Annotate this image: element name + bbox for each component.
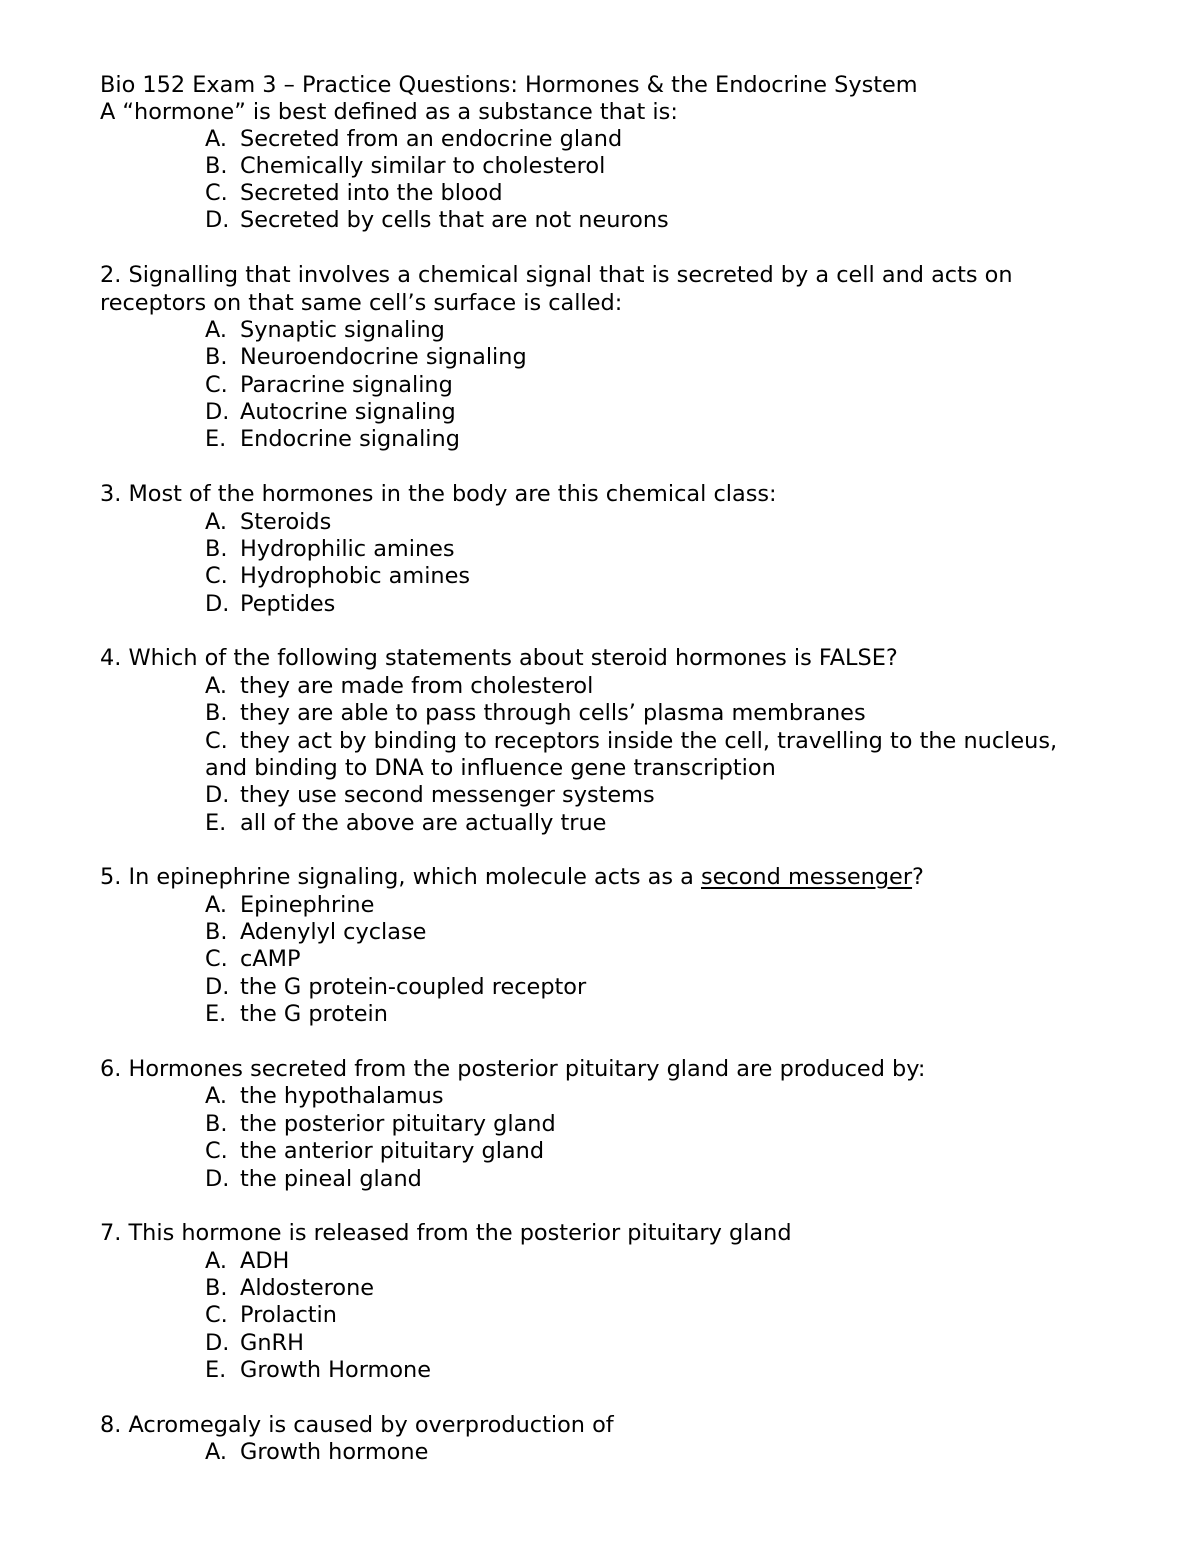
question-5-option-a: A. Epinephrine <box>205 892 375 918</box>
question-2-prompt-line-1: 2. Signalling that involves a chemical signal that is secreted by a cell and acts on <box>100 262 1013 288</box>
question-6-option-b: B. the posterior pituitary gland <box>205 1111 556 1137</box>
question-1-option-b: B. Chemically similar to cholesterol <box>205 153 606 179</box>
question-4-option-b: B. they are able to pass through cells’ plasma membranes <box>205 700 866 726</box>
question-4-option-a: A. they are made from cholesterol <box>205 673 594 699</box>
question-4-option-d: D. they use second messenger systems <box>205 782 655 808</box>
question-4-option-c: C. they act by binding to receptors inside the cell, travelling to the nucleus, <box>205 728 1058 754</box>
question-7-option-e: E. Growth Hormone <box>205 1357 431 1383</box>
question-2-option-a: A. Synaptic signaling <box>205 317 445 343</box>
question-6-option-d: D. the pineal gland <box>205 1166 422 1192</box>
question-6-option-a: A. the hypothalamus <box>205 1083 444 1109</box>
document-title: Bio 152 Exam 3 – Practice Questions: Hormones & the Endocrine System <box>100 72 918 98</box>
question-6-prompt: 6. Hormones secreted from the posterior pituitary gland are produced by: <box>100 1056 926 1082</box>
question-4-option-e: E. all of the above are actually true <box>205 810 607 836</box>
question-5-option-e: E. the G protein <box>205 1001 388 1027</box>
question-3-option-b: B. Hydrophilic amines <box>205 536 455 562</box>
question-5-option-b: B. Adenylyl cyclase <box>205 919 427 945</box>
question-7-option-c: C. Prolactin <box>205 1302 337 1328</box>
question-3-prompt: 3. Most of the hormones in the body are this chemical class: <box>100 481 777 507</box>
question-8-option-a: A. Growth hormone <box>205 1439 429 1465</box>
question-2-option-b: B. Neuroendocrine signaling <box>205 344 527 370</box>
question-1-prompt: A “hormone” is best defined as a substance that is: <box>100 99 678 125</box>
question-8-prompt: 8. Acromegaly is caused by overproduction of <box>100 1412 614 1438</box>
question-7-option-d: D. GnRH <box>205 1330 304 1356</box>
question-5-prompt: 5. In epinephrine signaling, which molecule acts as a second messenger? <box>100 864 924 890</box>
question-2-option-c: C. Paracrine signaling <box>205 372 453 398</box>
question-4-option-c-continuation: and binding to DNA to influence gene transcription <box>205 755 776 781</box>
question-4-prompt: 4. Which of the following statements about steroid hormones is FALSE? <box>100 645 898 671</box>
question-1-option-c: C. Secreted into the blood <box>205 180 503 206</box>
question-2-prompt-line-2: receptors on that same cell’s surface is called: <box>100 290 623 316</box>
question-5-option-d: D. the G protein-coupled receptor <box>205 974 587 1000</box>
question-2-option-e: E. Endocrine signaling <box>205 426 460 452</box>
question-3-option-a: A. Steroids <box>205 509 332 535</box>
question-5-option-c: C. cAMP <box>205 946 301 972</box>
question-3-option-d: D. Peptides <box>205 591 336 617</box>
question-1-option-a: A. Secreted from an endocrine gland <box>205 126 623 152</box>
question-7-prompt: 7. This hormone is released from the posterior pituitary gland <box>100 1220 792 1246</box>
question-3-option-c: C. Hydrophobic amines <box>205 563 471 589</box>
question-6-option-c: C. the anterior pituitary gland <box>205 1138 545 1164</box>
question-7-option-b: B. Aldosterone <box>205 1275 375 1301</box>
question-7-option-a: A. ADH <box>205 1248 290 1274</box>
question-2-option-d: D. Autocrine signaling <box>205 399 456 425</box>
underlined-term: second messenger <box>700 864 913 890</box>
question-1-option-d: D. Secreted by cells that are not neurons <box>205 207 669 233</box>
